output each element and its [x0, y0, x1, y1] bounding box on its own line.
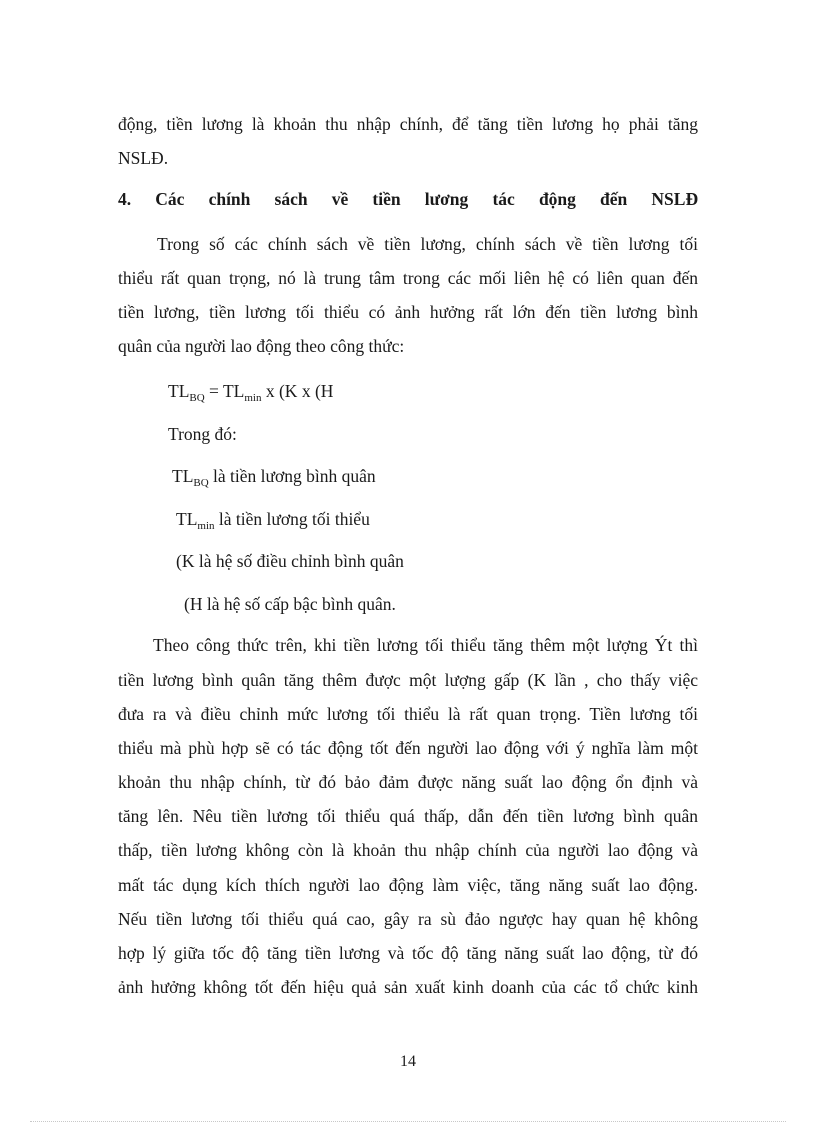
- paragraph-line: thiểu mà phù hợp sẽ có tác động tốt đến người lao động với ý nghĩa làm một: [118, 738, 698, 758]
- heading-word: tác: [492, 189, 515, 209]
- paragraph-line: Theo công thức trên, khi tiền lương tối thiểu tăng thêm một lượng Ýt thì: [153, 635, 698, 655]
- heading-word: sách: [274, 189, 308, 209]
- section-number: 4.: [118, 189, 132, 209]
- legend-item: (H là hệ số cấp bậc bình quân.: [184, 594, 396, 614]
- legend-item: $TL_{BQ}$ là tiền lương bình quân: [172, 466, 376, 489]
- heading-word: đến: [600, 189, 628, 209]
- paragraph-line: động, tiền lương là khoản thu nhập chính, để tăng tiền lương họ phải tăng: [118, 114, 698, 134]
- heading-word: chính: [208, 189, 251, 209]
- paragraph-line: Nếu tiền lương tối thiểu quá cao, gây ra sù đảo ngược hay quan hệ không: [118, 909, 698, 929]
- paragraph-line: thấp, tiền lương không còn là khoản thu nhập chính của người lao động và: [118, 840, 698, 860]
- paragraph-line: Trong số các chính sách về tiền lương, chính sách về tiền lương tối: [157, 234, 698, 254]
- heading-word: lương: [424, 189, 469, 209]
- heading-word: Các: [155, 189, 185, 209]
- paragraph-line: hợp lý giữa tốc độ tăng tiền lương và tốc độ tăng năng suất lao động, từ đó: [118, 943, 698, 963]
- heading-word: NSLĐ: [651, 189, 699, 209]
- paragraph-line: tăng lên. Nêu tiền lương tối thiểu quá thấp, dẫn đến tiền lương bình quân: [118, 806, 698, 826]
- paragraph-line: đưa ra và điều chỉnh mức lương tối thiểu là rất quan trọng. Tiền lương tối: [118, 704, 698, 724]
- legend-intro: Trong đó:: [168, 424, 237, 444]
- page-number: 14: [400, 1053, 416, 1070]
- section-heading: [118, 188, 698, 210]
- legend-item: $TL_{min}$ là tiền lương tối thiểu: [176, 509, 370, 532]
- paragraph-line: tiền lương bình quân tăng thêm được một lượng gấp (K lần , cho thấy việc: [118, 670, 698, 690]
- heading-word: tiền: [372, 189, 401, 209]
- paragraph-line: thiểu rất quan trọng, nó là trung tâm trong các mối liên hệ có liên quan đến: [118, 268, 698, 288]
- paragraph-line: tiền lương, tiền lương tối thiểu có ảnh hưởng rất lớn đến tiền lương bình: [118, 302, 698, 322]
- paragraph-line: mất tác dụng kích thích người lao động làm việc, tăng năng suất lao động.: [118, 875, 698, 895]
- paragraph-line: khoản thu nhập chính, từ đó bảo đảm được năng suất lao động ổn định và: [118, 772, 698, 792]
- paragraph-line: ảnh hưởng không tốt đến hiệu quả sản xuất kinh doanh của các tổ chức kinh: [118, 977, 698, 997]
- paragraph-line: NSLĐ.: [118, 148, 169, 168]
- legend-item: (K là hệ số điều chỉnh bình quân: [176, 551, 404, 571]
- paragraph-line: quân của người lao động theo công thức:: [118, 336, 405, 356]
- heading-word: động: [538, 189, 576, 209]
- formula: $TL_{BQ} = TL_{min}$ x (K x (H: [168, 381, 334, 404]
- page-bottom-divider: [30, 1121, 786, 1122]
- heading-word: về: [331, 189, 349, 209]
